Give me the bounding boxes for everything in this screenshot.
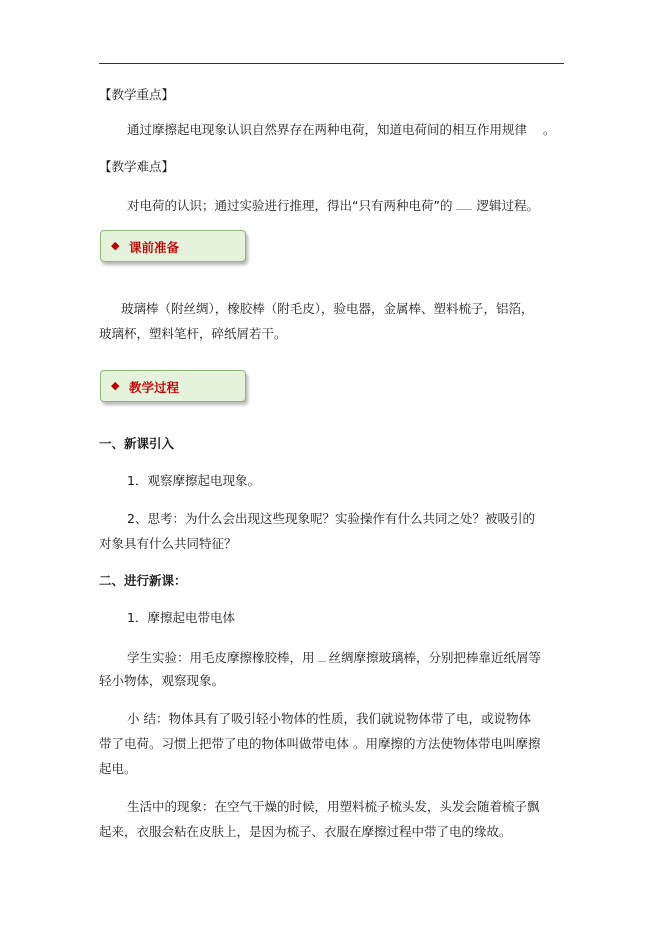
header-rule xyxy=(99,63,564,64)
key-points-heading: 【教学重点】 xyxy=(99,87,175,102)
difficulties-heading: 【教学难点】 xyxy=(99,159,175,174)
diamond-icon: ◆ xyxy=(111,379,120,392)
materials-line-1: 玻璃棒（附丝绸），橡胶棒（附毛皮），验电器，金属棒、塑料梳子，铝箔， xyxy=(121,301,534,316)
part1-item2-line1: 2、思考：为什么会出现这些现象呢？实验操作有什么共同之处？被吸引的 xyxy=(127,511,535,526)
fill-blank-marker xyxy=(456,197,472,210)
difficulties-body-a: 对电荷的认识；通过实验进行推理，得出“只有两种电荷”的 xyxy=(127,198,453,213)
part1-item1: 1．观察摩擦起电现象。 xyxy=(127,473,260,488)
part2-item1: 1．摩擦起电带电体 xyxy=(127,610,235,625)
life-line1: 生活中的现象：在空气干燥的时候，用塑料梳子梳头发，头发会随着梳子飘 xyxy=(127,799,540,814)
banner-prep xyxy=(100,230,246,262)
banner-prep-label: 课前准备 xyxy=(129,240,180,255)
difficulties-body-b: 逻辑过程。 xyxy=(476,198,539,213)
summary-line3: 起电。 xyxy=(99,761,137,776)
part1-heading: 一、新课引入 xyxy=(99,436,175,451)
diamond-icon: ◆ xyxy=(111,239,120,252)
difficulties-text xyxy=(127,197,539,213)
experiment-line1 xyxy=(127,649,541,665)
experiment-text-b: 丝绸摩擦玻璃棒，分别把棒靠近纸屑等 xyxy=(328,650,542,665)
materials-line-2: 玻璃杯，塑料笔杆，碎纸屑若干。 xyxy=(99,326,287,341)
experiment-line2: 轻小物体，观察现象。 xyxy=(99,673,225,688)
key-points-body: 通过摩擦起电现象认识自然界存在两种电荷，知道电荷间的相互作用规律 xyxy=(127,122,528,137)
part2-heading: 二、进行新课： xyxy=(99,573,187,588)
key-points-text xyxy=(127,123,556,137)
summary-line1: 小 结：物体具有了吸引轻小物体的性质，我们就说物体带了电，或说物体 xyxy=(127,711,531,726)
life-line2: 起来，衣服会粘在皮肤上，是因为梳子、衣服在摩擦过程中带了电的缘故。 xyxy=(99,824,512,839)
banner-process xyxy=(100,370,246,402)
experiment-text-a: 学生实验：用毛皮摩擦橡胶棒，用 xyxy=(127,650,315,665)
summary-line2: 带了电荷。习惯上把带了电的物体叫做带电体 。用摩擦的方法使物体带电叫摩擦 xyxy=(99,736,541,751)
key-points-end: 。 xyxy=(543,122,556,137)
banner-process-label: 教学过程 xyxy=(129,380,180,395)
fill-blank-marker xyxy=(318,649,326,662)
part1-item2-line2: 对象具有什么共同特征？ xyxy=(99,536,237,551)
